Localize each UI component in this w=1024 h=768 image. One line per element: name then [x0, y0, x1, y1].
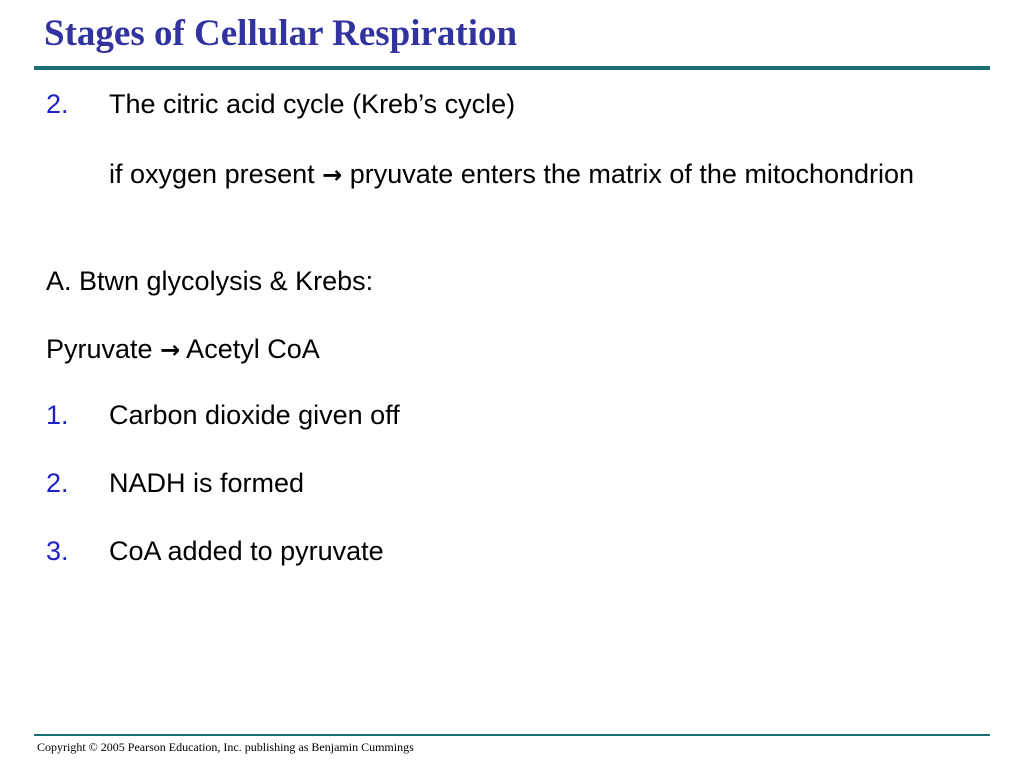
oxygen-text-end: pryuvate enters the matrix of the mitochondrion [342, 159, 915, 189]
step-text: CoA added to pyruvate [109, 536, 384, 566]
step-text: Carbon dioxide given off [109, 400, 400, 430]
footer-divider [34, 734, 990, 736]
right-arrow-icon: → [322, 161, 343, 189]
pyruvate-text-start: Pyruvate [46, 334, 161, 364]
right-arrow-icon: → [160, 336, 181, 364]
step-text: NADH is formed [109, 468, 305, 498]
copyright-footer: Copyright © 2005 Pearson Education, Inc. publishing as Benjamin Cummings [37, 740, 414, 754]
item-number: 2. [46, 89, 69, 119]
title-divider [34, 66, 990, 70]
step-number: 2. [46, 468, 69, 498]
pyruvate-conversion-text [46, 331, 320, 368]
oxygen-condition-text [109, 155, 929, 194]
oxygen-text-start: if oxygen present [109, 159, 323, 189]
step-number: 3. [46, 536, 69, 566]
slide-title: Stages of Cellular Respiration [44, 13, 518, 54]
step-number: 1. [46, 400, 69, 430]
item-text: The citric acid cycle (Kreb’s cycle) [109, 89, 516, 119]
pyruvate-text-end: Acetyl CoA [180, 334, 320, 364]
section-heading: A. Btwn glycolysis & Krebs: [46, 266, 374, 296]
